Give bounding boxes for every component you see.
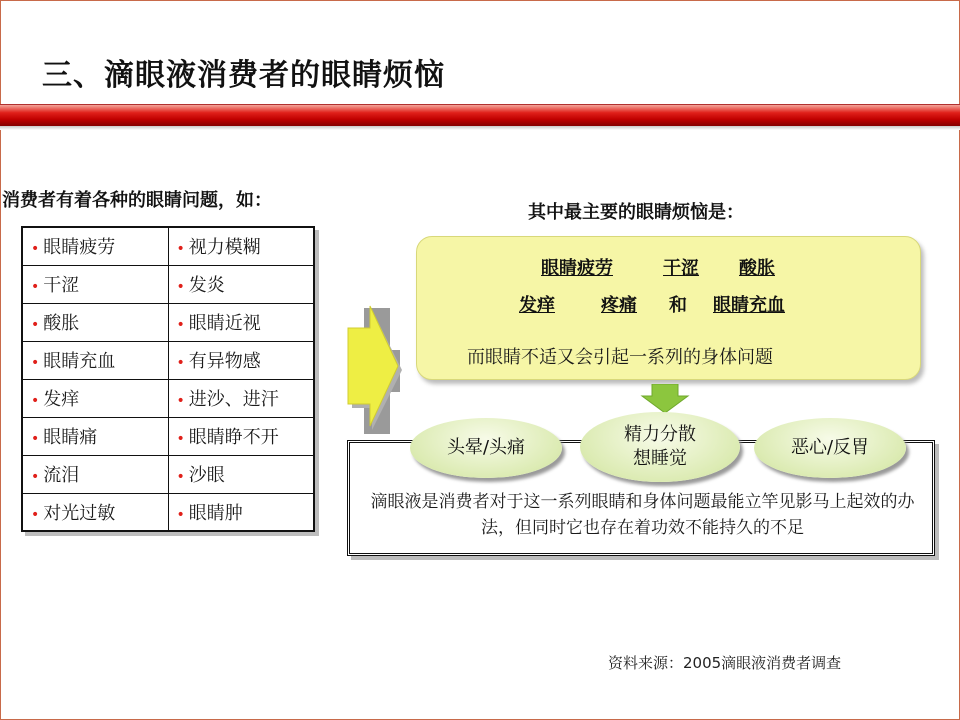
table-cell [22,417,168,455]
table-row [22,227,314,265]
main-issue-pain: 疼痛 [601,295,637,316]
bullet-icon: • [31,317,40,333]
table-row [22,265,314,303]
bullet-icon: • [176,241,185,258]
eye-problems-table [21,226,315,532]
table-row [22,341,314,379]
bullet-icon: • [31,355,40,371]
symptom-nausea: 恶心/反胃 [754,418,906,478]
bullet-icon: • [176,317,185,333]
bullet-icon: • [176,279,185,295]
problem-label: 流泪 [43,465,80,486]
problem-label: 眼睛近视 [188,313,261,334]
table-cell [168,455,314,493]
main-issue-and: 和 [669,295,687,316]
symptom-headache: 头晕/头痛 [410,418,562,478]
table-cell [168,493,314,531]
down-arrow-icon [640,384,690,414]
table-cell [22,227,168,265]
table-cell [22,303,168,341]
problem-label: 眼睛充血 [43,351,116,372]
table-cell [22,455,168,493]
bullet-icon: • [176,355,185,371]
bullet-icon: • [31,279,40,295]
table-cell [22,341,168,379]
main-issues-heading: 其中最主要的眼睛烦恼是： [528,202,744,223]
table-cell [168,417,314,455]
table-row [22,455,314,493]
bullet-icon: • [176,431,185,447]
body-problems-note: 而眼睛不适又会引起一系列的身体问题 [467,347,773,368]
bullet-icon: • [31,469,40,485]
problem-label: 有异物感 [188,351,261,372]
table-cell [22,265,168,303]
bullet-icon: • [176,469,185,485]
problem-label: 酸胀 [43,313,80,334]
main-issue-soreness: 酸胀 [739,258,775,279]
conclusion-text: 滴眼液是消费者对于这一系列眼睛和身体问题最能立竿见影马上起效的办法，但同时它也存在着功效不能持久的不足 [370,492,915,538]
table-cell [168,265,314,303]
problem-label: 对光过敏 [43,502,116,524]
main-issue-redness: 眼睛充血 [713,295,785,316]
problem-label: 沙眼 [188,465,225,486]
problem-label: 干涩 [43,275,80,296]
problem-label: 眼睛疲劳 [43,237,116,259]
table-row [22,379,314,417]
problem-label: 眼睛肿 [188,502,243,524]
problem-label: 眼睛睁不开 [188,427,279,448]
table-row [22,303,314,341]
table-cell [22,379,168,417]
symptom-distraction: 精力分散 想睡觉 [580,412,740,482]
problem-label: 进沙、进汗 [188,389,279,410]
main-issue-itching: 发痒 [519,295,555,316]
data-source: 资料来源：2005滴眼液消费者调查 [608,654,842,672]
problem-label: 视力模糊 [188,237,261,259]
table-cell [168,227,314,265]
table-cell [22,493,168,531]
table-row [22,493,314,531]
problem-label: 发痒 [43,389,80,410]
slide-title: 三、滴眼液消费者的眼睛烦恼 [42,58,445,93]
right-arrow-icon [346,300,408,440]
problem-label: 发炎 [188,275,225,296]
table-row [22,417,314,455]
bullet-icon: • [31,393,40,409]
problem-label: 眼睛痛 [43,427,98,448]
bullet-icon: • [31,506,40,523]
bullet-icon: • [176,393,185,409]
table-cell [168,303,314,341]
title-band-shadow [0,126,960,130]
main-issue-fatigue: 眼睛疲劳 [541,258,613,279]
main-issues-box [416,236,921,380]
bullet-icon: • [31,241,40,258]
table-cell [168,341,314,379]
title-band [0,104,960,127]
bullet-icon: • [176,506,185,523]
main-issue-dryness: 干涩 [663,258,699,279]
problems-heading: 消费者有着各种的眼睛问题，如： [2,190,272,211]
bullet-icon: • [31,431,40,447]
table-cell [168,379,314,417]
